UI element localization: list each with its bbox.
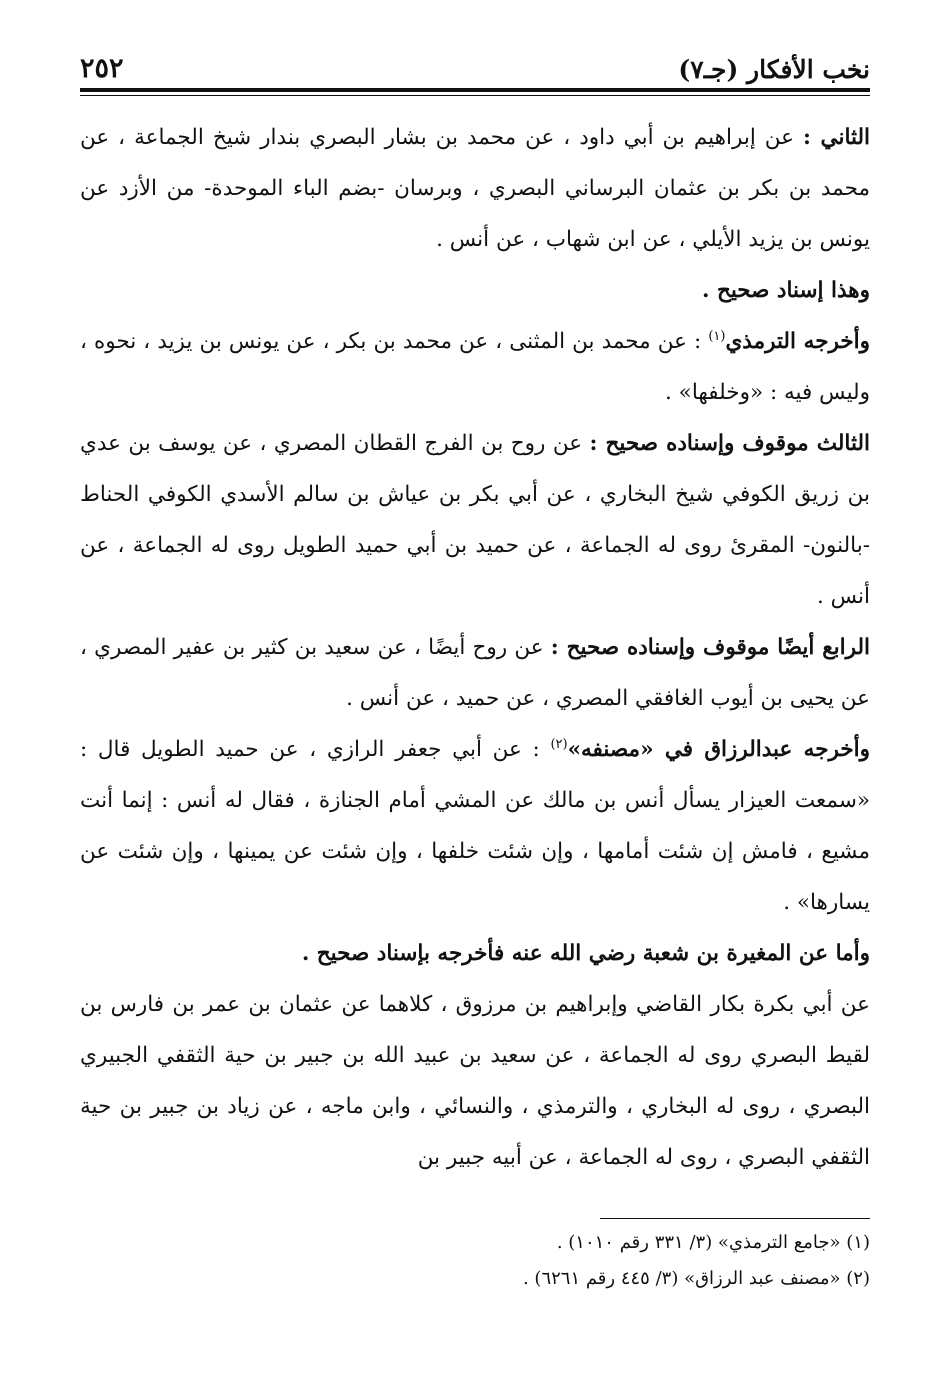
running-title: نخب الأفكار (جـ٧) xyxy=(678,55,870,84)
footnote-1: (١) «جامع الترمذي» (٣/ ٣٣١ رقم ١٠١٠) . xyxy=(556,1232,870,1253)
paragraph-text: عن أبي بكرة بكار القاضي وإبراهيم بن مرزوق ، كلاهما عن عثمان بن عمر بن فارس بن لقيط البصري روى له الجماعة ، عن سعيد بن عبيد الله بن جبير بن حية الثقفي الجبيري البصري ، روى له البخاري ، والترمذي ، والنسائي ، وابن ماجه ، عن زياد بن جبير بن حية الثقفي البصري ، روى له الجماعة ، عن أبيه جبير بن xyxy=(80,992,870,1170)
paragraph-sahih-note xyxy=(80,265,870,316)
paragraph-fourth-chain xyxy=(80,622,870,724)
paragraph-lead: الثالث موقوف وإسناده صحيح : xyxy=(589,431,870,456)
paragraph-tirmidhi xyxy=(80,316,870,418)
paragraph-text: عن إبراهيم بن أبي داود ، عن محمد بن بشار البصري بندار شيخ الجماعة ، عن محمد بن بكر بن عثمان البرساني البصري ، وبرسان -بضم الباء الموحدة- من الأزد عن يونس بن يزيد الأيلي ، عن ابن شهاب ، عن أنس . xyxy=(80,125,870,252)
paragraph-mughira-chain xyxy=(80,979,870,1183)
footnote-ref[interactable]: (٢) xyxy=(550,736,568,752)
paragraph-text: : عن أبي جعفر الرازي ، عن حميد الطويل قال : «سمعت العيزار يسأل أنس بن مالك عن المشي أمام الجنازة ، فقال له أنس : إنما أنت مشيع ، فامش إن شئت أمامها ، وإن شئت خلفها ، وإن شئت عن يمينها ، وإن شئت عن يسارها» . xyxy=(80,737,870,915)
header-rule-thin xyxy=(80,95,870,96)
paragraph-text: : عن محمد بن المثنى ، عن محمد بن بكر ، عن يونس بن يزيد ، نحوه ، وليس فيه : «وخلفها» . xyxy=(80,329,870,405)
paragraph-lead: وأخرجه الترمذي xyxy=(725,329,870,354)
footnotes xyxy=(80,1225,870,1297)
paragraph-text: عن روح بن الفرج القطان المصري ، عن يوسف بن عدي بن زريق الكوفي شيخ البخاري ، عن أبي بكر بن عياش بن سالم الأسدي الكوفي الحناط -بالنون- المقرئ روى له الجماعة ، عن حميد بن أبي حميد الطويل روى له الجماعة ، عن أنس . xyxy=(80,431,870,609)
footnote-2: (٢) «مصنف عبد الرزاق» (٣/ ٤٤٥ رقم ٦٢٦١) . xyxy=(522,1268,870,1289)
paragraph-lead: الرابع أيضًا موقوف وإسناده صحيح : xyxy=(550,635,870,660)
paragraph-lead: وهذا إسناد صحيح . xyxy=(701,278,870,303)
paragraph-third-chain xyxy=(80,418,870,622)
page-number: ٢٥٢ xyxy=(80,53,124,84)
header-rule-thick xyxy=(80,88,870,92)
paragraph-lead: وأما عن المغيرة بن شعبة رضي الله عنه فأخرجه بإسناد صحيح . xyxy=(301,941,870,966)
paragraph-second-chain xyxy=(80,112,870,265)
paragraph-text: عن روح أيضًا ، عن سعيد بن كثير بن عفير المصري ، عن يحيى بن أيوب الغافقي المصري ، عن حميد ، عن أنس . xyxy=(80,635,870,711)
footnote-divider xyxy=(600,1218,870,1219)
paragraph-abdulrazzaq xyxy=(80,724,870,928)
paragraph-lead: الثاني : xyxy=(802,125,871,150)
footnote-ref[interactable]: (١) xyxy=(708,328,726,344)
running-header xyxy=(80,42,870,84)
paragraph-mughira-heading xyxy=(80,928,870,979)
main-text xyxy=(80,112,870,1183)
paragraph-lead: وأخرجه عبدالرزاق في «مصنفه» xyxy=(567,737,870,762)
